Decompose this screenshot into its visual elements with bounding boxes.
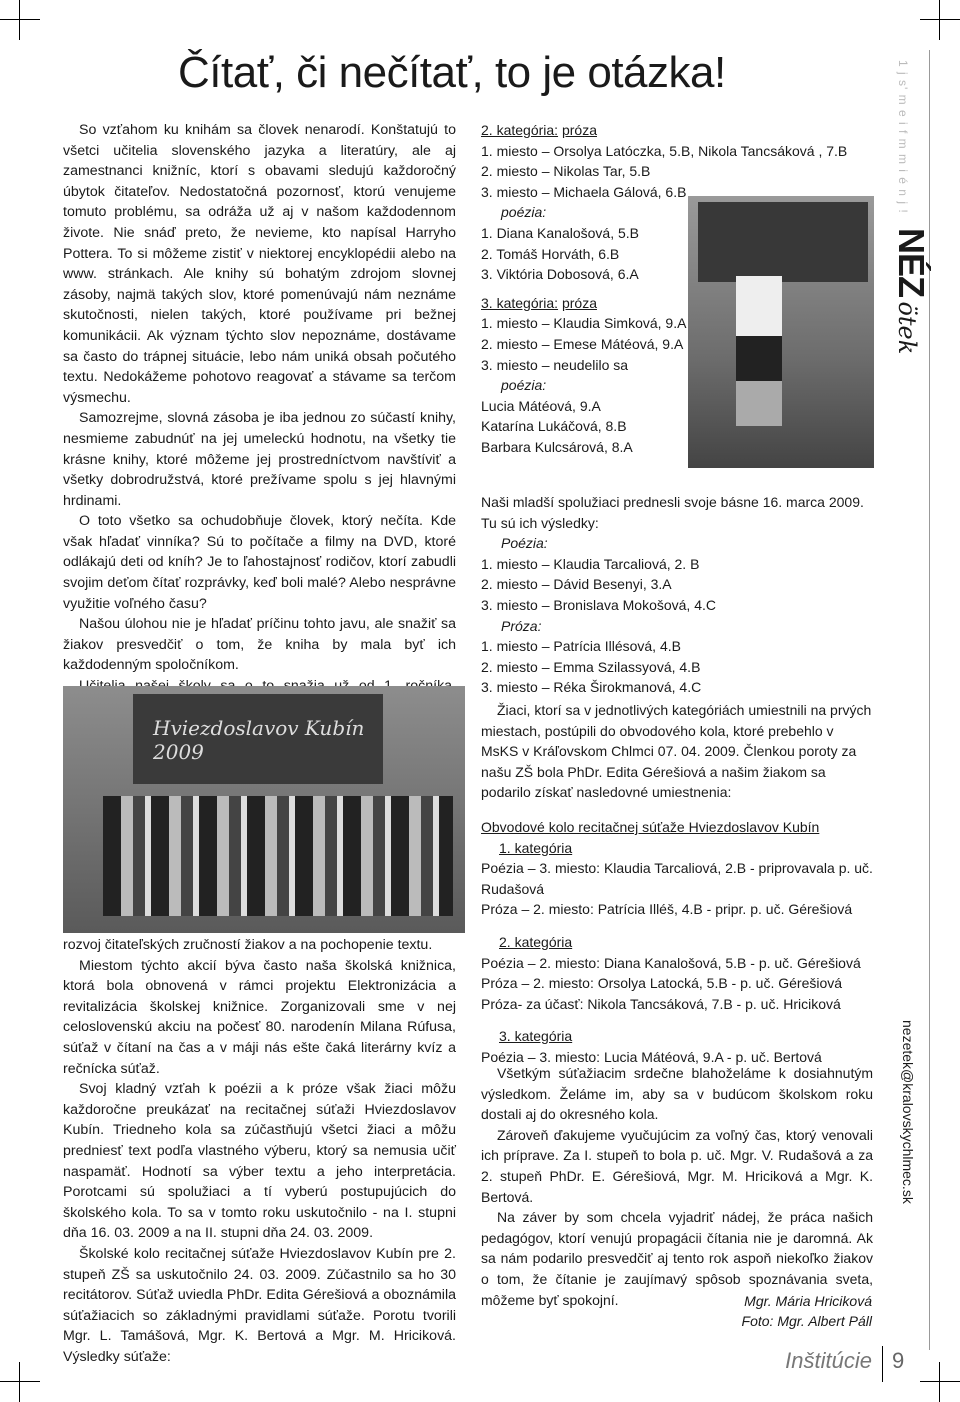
paragraph: Naši mladší spolužiaci prednesli svoje básne 16. marca 2009. Tu sú ich výsledky:: [481, 494, 864, 531]
result-line: Próza- za účasť: Nikola Tancsáková, 7.B - p. uč. Hriciková: [481, 995, 841, 1012]
children: [103, 796, 453, 916]
category-number: 2. kategória:: [481, 122, 559, 138]
logo-sub: ötek: [893, 301, 921, 355]
category-heading: [481, 120, 881, 141]
result-line: Barbara Kulcsárová, 8.A: [481, 438, 633, 455]
result-line: Lucia Mátéová, 9.A: [481, 397, 601, 414]
category-number: 3. kategória:: [481, 294, 559, 311]
results-younger: [481, 492, 876, 698]
result-line: 3. miesto – Michaela Gálová, 6.B: [481, 183, 687, 200]
logo-text: NÉZ: [891, 228, 932, 297]
result-line: 2. miesto – Emese Mátéová, 9.A: [481, 335, 684, 352]
paragraph: rozvoj čitateľských zručností žiakov a na pochopenie textu.: [63, 937, 433, 953]
result-line: 1. miesto – Klaudia Simková, 9.A: [481, 315, 687, 332]
results-school: [481, 120, 881, 458]
result-line: 1. Diana Kanalošová, 5.B: [481, 224, 639, 241]
crop-mark: [0, 1362, 40, 1402]
paragraph: Žiaci, ktorí sa v jednotlivých kategóriách umiestnili na prvých miestach, postúpili do obvodového kola, ktoré prebehlo v MsKS v Kráľovskom Chlmci 07. 04. 2009. Členkou poroty za našu ZŠ bola PhDr. Edita Gérešiová a našim žiakom sa podarilo získať nasledovné umiestnenia:: [481, 702, 872, 801]
result-line: 3. miesto – Bronislava Mokošová, 4.C: [481, 596, 716, 613]
result-line: Katarína Lukáčová, 8.B: [481, 418, 627, 435]
section-heading: Obvodové kolo recitačnej súťaže Hviezdoslavov Kubín: [481, 818, 820, 835]
intro-text: [63, 120, 456, 738]
result-line: Poézia – 2. miesto: Diana Kanalošová, 5.B - p. uč. Gérešiová: [481, 954, 861, 971]
category-heading: 2. kategória: [499, 933, 573, 950]
result-line: 3. Viktória Dobosová, 6.A: [481, 266, 639, 283]
paragraph: Našou úlohou nie je hľadať príčinu tohto javu, ale snažiť sa žiakov presvedčiť o tom, že kniha by mala byť ich každodenným spoločníkom.: [63, 616, 456, 674]
category-heading: 3. kategória: [499, 1028, 573, 1045]
result-line: 2. Tomáš Horváth, 6.B: [481, 245, 620, 262]
subheading: Poézia:: [501, 535, 548, 552]
result-line: 3. miesto – neudelilo sa: [481, 356, 629, 373]
paragraph: Školské kolo recitačnej súťaže Hviezdoslavov Kubín pre 2. stupeň ZŠ sa uskutočnilo 24. 03. 2009. Zúčastnilo sa ho 30 recitátorov. Súťaž uviedla PhDr. Edita Gérešiová a oboznámila súťažiacich so základnými pravidlami súťaže. Porotu tvorili Mgr. L. Tamášová, Mgr. K. Bertová a Mgr. M. Hriciková. Výsledky súťaže:: [63, 1245, 456, 1365]
results-district: [481, 700, 873, 1068]
category-heading: 1. kategória: [499, 839, 573, 856]
result-line: 2. miesto – Emma Szilassyová, 4.B: [481, 658, 701, 675]
photo-credit: Foto: Mgr. Albert Páll: [741, 1313, 872, 1329]
subheading: poézia:: [501, 204, 547, 221]
result-line: Próza – 2. miesto: Orsolya Latocká, 5.B - p. uč. Gérešiová: [481, 975, 843, 992]
article-title: Čítať, či nečítať, to je otázka!: [178, 48, 726, 97]
footer-section: Inštitúcie: [785, 1348, 872, 1373]
subheading: Próza:: [501, 617, 542, 634]
crop-mark: [920, 0, 960, 40]
paragraph: Všetkým súťažiacim srdečne blahoželáme k dosiahnutým výsledkom. Želáme im, aby sa v budúcom školskom roku dostali aj do okresného kola.: [481, 1065, 873, 1123]
result-line: 1. miesto – Klaudia Tarcaliová, 2. B: [481, 555, 700, 572]
result-line: Poézia – 3. miesto: Klaudia Tarcaliová, 2.B - priprovavala p. uč. Rudašová: [481, 860, 873, 897]
footer-divider: [882, 1346, 883, 1382]
author-signature: Mgr. Mária Hriciková: [744, 1293, 872, 1309]
subheading: poézia:: [501, 377, 547, 394]
result-line: 1. miesto – Orsolya Latóczka, 5.B, Nikola Tancsáková , 7.B: [481, 142, 848, 159]
paragraph: Miestom týchto akcií býva často naša školská knižnica, ktorá bola obnovená v rámci projektu Elektronizácia a revitalizácia školskej knižnice. Zorganizovali sme v nej celoslovenskú akciu na počesť 80. narodenín Milana Rúfusa, súťaž v čítaní na čas a v máji nás ešte čaká literárny kvíz a rečnícka súťaž.: [63, 957, 456, 1077]
paragraph: Samozrejme, slovná zásoba je iba jednou zo súčastí knihy, nesmieme zabudnúť na jej umeleckú hodnotu, na všetky tie krásne knihy, ktoré môžeme jej prostredníctvom navštíviť a všetky dobrodružstvá, ktoré prežívame spolu s jej hlavnými hrdinami.: [63, 410, 456, 509]
result-line: 3. miesto – Réka Širokmanová, 4.C: [481, 679, 702, 696]
crop-mark: [920, 1362, 960, 1402]
paragraph: Zároveň ďakujeme vyučujúcim za voľný čas, ktorý venovali ich príprave. Za I. stupeň to bola p. uč. Mgr. V. Rudašová a za 2. stupeň PhDr. E. Gérešiová, Mgr. M. Hriciková a Mgr. K. Bertová.: [481, 1126, 873, 1205]
magazine-logo: [890, 228, 932, 354]
sidebar-top-text: 1 j s' m e i f m m i é n j !: [896, 60, 910, 214]
category-heading: [481, 293, 881, 314]
result-line: Poézia – 3. miesto: Lucia Mátéová, 9.A - p. uč. Bertová: [481, 1048, 822, 1065]
result-line: 2. miesto – Dávid Besenyi, 3.A: [481, 576, 672, 593]
chalkboard-text: Hviezdoslavov Kubín 2009: [153, 716, 365, 764]
body-text: [63, 935, 456, 1367]
result-line: Próza – 2. miesto: Patrícia Illéš, 4.B - pripr. p. uč. Gérešiová: [481, 901, 853, 918]
contact-email: nezetek@kralovskychlmec.sk: [900, 1020, 916, 1204]
closing-text: [481, 1063, 873, 1310]
result-line: 1. miesto – Patrícia Illésová, 4.B: [481, 638, 681, 655]
paragraph: So vzťahom ku knihám sa človek nenarodí. Konštatujú to všetci učitelia slovenského jazyka a literatúry, ale aj zamestnanci knižníc, ktorí s obavami sledujú každoročný úbytok čitateľov. Nedostatočná pozornosť, ktorú venujeme tomuto problému, sa odráža už aj v našom každodennom živote. Nie snáď preto, že nevieme, kto napísal Harryho Pottera. To si môžeme zistiť v niektorej encyklopédii alebo na www. stránkach. Ale knihy sú bohatým zdrojom slovnej zásoby, najmä takých slov, ktoré pomenúvajú nám neznáme skutočnosti, nielen takých, ktoré používame pri bežnej komunikácii. Ak význam týchto slov nepoznáme, dostávame sa často do trápnej situácie, lebo nám uniká obsah počutého textu. Nedokážeme pohotovo reagovať a stávame sa terčom výsmechu.: [63, 122, 456, 406]
paragraph: Na záver by som chcela vyjadriť nádej, že práca našich pedagógov, ktorí venujú propagácii čítania nie je daromná. Ak sa nám podarilo presvedčiť aj tento rok aspoň niekoľko žiakov o tom, že čítanie je zaujímavý spôsob spoznávania sveta, môžeme byť spokojní.: [481, 1209, 873, 1308]
crop-mark: [0, 0, 40, 40]
category-label: próza: [561, 294, 597, 311]
category-label: próza: [561, 122, 597, 138]
paragraph: O toto všetko sa ochudobňuje človek, ktorý nečíta. Kde však hľadať vinníka? Sú to počítače a filmy na DVD, ktoré odlákajú deti od kníh? Je to ľahostajnosť rodičov, ktorí zabudli svojim deťom čítať rozprávky, keď boli malé? Alebo nesprávne využitie voľného času?: [63, 513, 456, 612]
result-line: 2. miesto – Nikolas Tar, 5.B: [481, 163, 651, 180]
paragraph: Svoj kladný vzťah k poézii a k próze však žiaci môžu každoročne preukázať na recitačnej súťaži Hviezdoslavov Kubín. Triedneho kola sa zúčastňujú všetci žiaci a môžu predniesť text podľa vlastného výberu, ktorý sa nemusia učiť naspamäť. Hodnotí sa výber textu a jeho interpretácia. Porotcami sú spolužiaci a tí vyberú postupujúcich do školského kola. To sa v tomto roku uskutočnilo - na I. stupni dňa 16. 03. 2009 a na II. stupni dňa 24. 03. 2009.: [63, 1081, 456, 1242]
page-number: 9: [892, 1348, 905, 1373]
class-recital-photo: [63, 686, 465, 933]
